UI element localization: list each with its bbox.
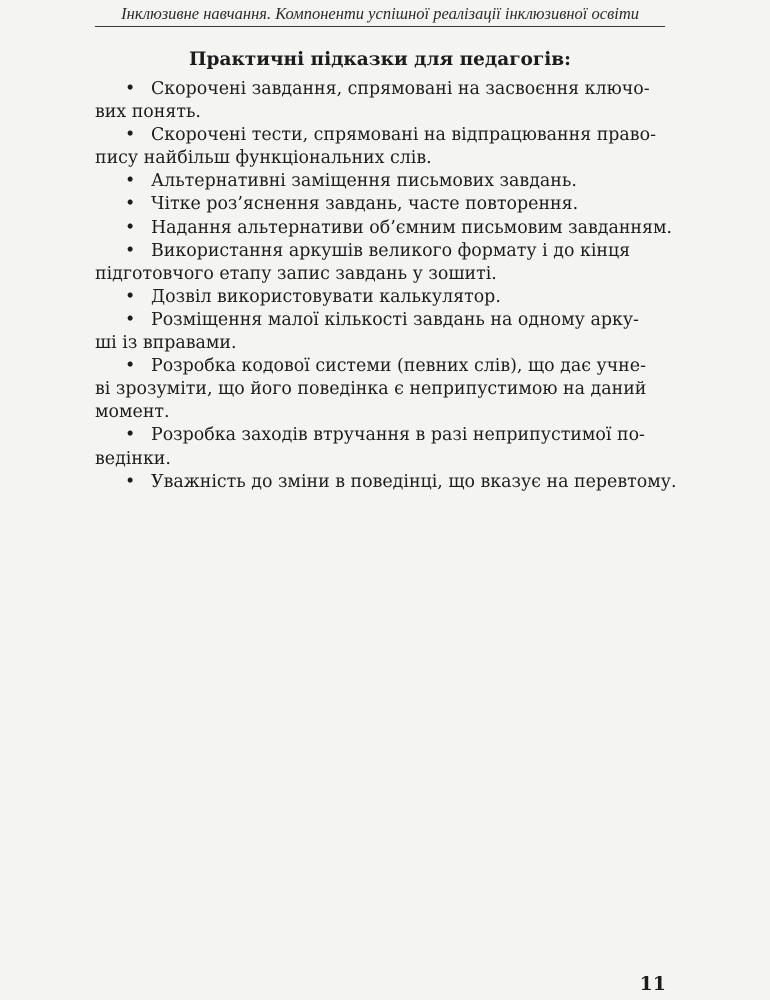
running-header [95,4,665,27]
list-item [95,286,665,309]
bullet-icon: • [125,240,136,261]
list-item-line-2: ведінки. [95,448,171,469]
bullet-icon: • [125,194,136,215]
list-item [95,170,665,193]
list-item-text: Надання альтернативи об’ємним письмовим завданням. [151,217,673,238]
list-item [95,471,677,494]
list-item [95,193,665,216]
list-item-line-1 [95,471,677,494]
list-item-line-1 [95,170,665,193]
list-item-text: Чітке роз’яснення завдань, часте повторення. [151,194,579,215]
section-title: Практичні підказки для педагогів: [189,49,571,70]
list-item [95,424,665,470]
bullet-icon: • [125,425,136,446]
list-item-line-1 [95,309,665,332]
bullet-icon: • [125,309,136,330]
list-item-line-2: ші із вправами. [95,333,237,354]
list-item-line-1 [95,78,665,101]
bullet-icon: • [125,171,136,192]
list-item-text: Скорочені завдання, спрямовані на засвоєння ключо- [151,79,650,99]
list-item-line-1 [95,355,665,378]
list-item-text: Скорочені тести, спрямовані на відпрацювання право- [151,125,656,146]
list-item-line-2: вих понять. [95,102,201,123]
list-item [95,78,665,124]
list-item-line-3: момент. [95,402,170,423]
list-item-line-2: ві зрозуміти, що його поведінка є неприпустимою на даний [95,379,647,400]
list-item-text: Використання аркушів великого формату і до кінця [151,240,631,261]
list-item-text: Альтернативні заміщення письмових завдань. [151,171,577,192]
list-item-line-1 [95,240,665,263]
list-item-line-1 [95,286,665,309]
list-item [95,124,665,170]
list-item [95,309,665,355]
bullet-icon: • [125,286,136,307]
bullet-icon: • [125,79,136,99]
list-item-text: Розміщення малої кількості завдань на одному арку- [151,309,639,330]
bullet-icon: • [125,356,136,377]
list-item [95,217,673,240]
list-item-line-1 [95,217,673,240]
list-item-line-1 [95,124,665,147]
list-item [95,355,665,424]
page-number: 11 [639,973,666,995]
list-item-line-1 [95,424,665,447]
tips-list [95,78,677,494]
list-item-text: Уважність до зміни в поведінці, що вказує на перевтому. [151,471,677,492]
list-item [95,240,665,286]
list-item-text: Розробка заходів втручання в разі неприпустимої по- [151,425,645,446]
list-item-line-2: підготовчого етапу запис завдань у зошиті. [95,263,497,284]
running-header-title: Інклюзивне навчання. Компоненти успішної реалізації інклюзивної освіти [121,4,639,23]
list-item-line-1 [95,193,665,216]
list-item-line-2: пису найбільш функціональних слів. [95,148,432,169]
bullet-icon: • [125,471,136,492]
bullet-icon: • [125,125,136,146]
list-item-text: Дозвіл використовувати калькулятор. [151,286,501,307]
list-item-text: Розробка кодової системи (певних слів), що дає учне- [151,356,646,377]
bullet-icon: • [125,217,136,238]
